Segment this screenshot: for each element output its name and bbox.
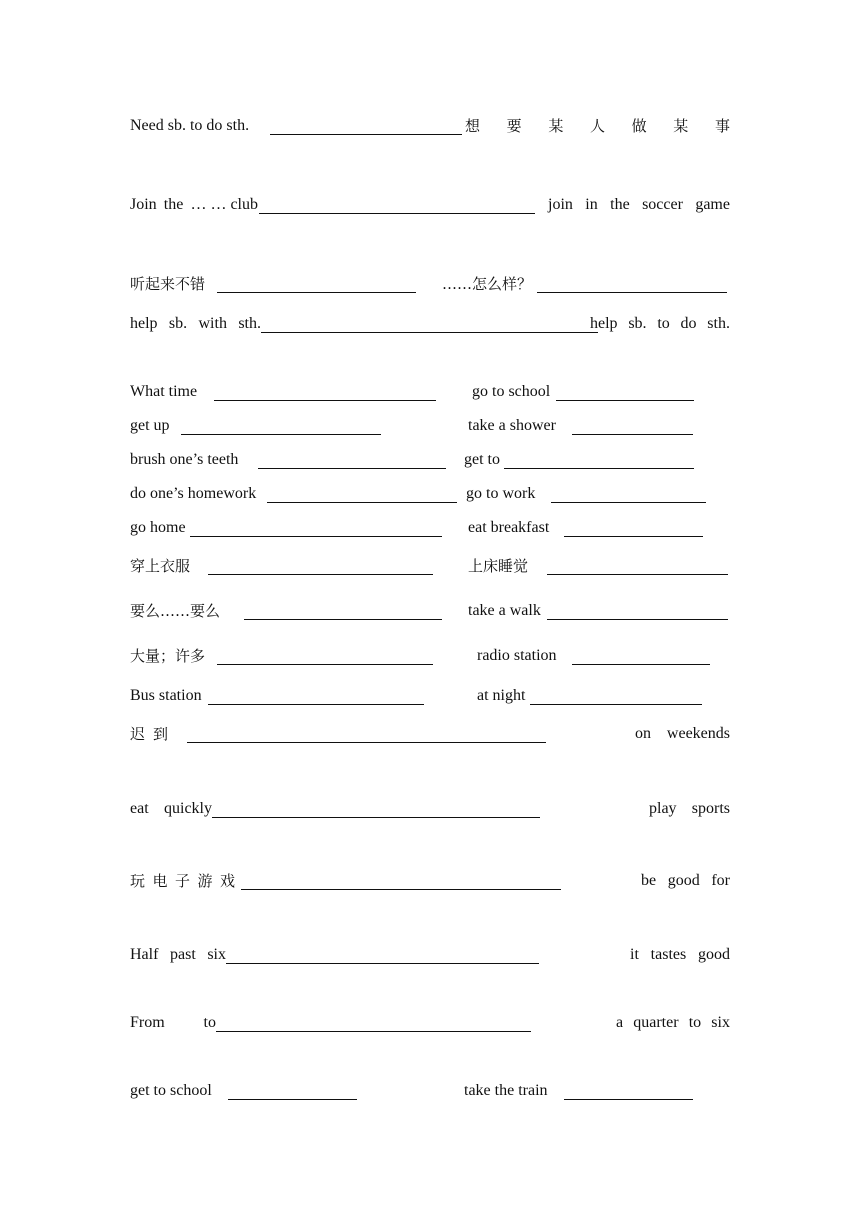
answer-blank[interactable] [547,574,728,575]
phrase-take-a-shower: take a shower [468,417,556,434]
word: Half [130,946,159,963]
answer-blank[interactable] [217,292,416,293]
answer-blank[interactable] [212,817,540,818]
phrase-brush-teeth: brush one’s teeth [130,451,239,468]
word: tastes [650,946,687,963]
phrase-eat-breakfast: eat breakfast [468,519,550,536]
answer-blank[interactable] [259,213,535,214]
answer-blank[interactable] [226,963,539,964]
word: sports [691,800,730,817]
answer-blank[interactable] [564,1099,693,1100]
word: soccer [642,196,683,213]
char: 事 [714,117,730,135]
word: to [688,1014,702,1031]
phrase-take-a-walk: take a walk [468,602,541,619]
answer-blank[interactable] [537,292,727,293]
answer-blank[interactable] [530,704,702,705]
char: 某 [548,117,564,135]
word: game [695,196,730,213]
answer-blank[interactable] [208,704,424,705]
answer-blank[interactable] [547,619,728,620]
word: … … club [190,196,258,213]
answer-blank[interactable] [190,536,442,537]
answer-blank[interactable] [551,502,706,503]
word: six [711,1014,730,1031]
word: sb. [628,315,647,332]
word: good [667,872,700,889]
word: good [698,946,730,963]
answer-blank[interactable] [267,502,457,503]
phrase-sounds-good: 听起来不错 [130,275,206,293]
phrase-need-sb-to-do-sth: Need sb. to do sth. [130,117,250,134]
answer-blank[interactable] [504,468,694,469]
phrase-get-up: get up [130,417,170,434]
word: past [169,946,196,963]
phrase-what-time: What time [130,383,198,400]
phrase-on-weekends [635,724,730,744]
answer-blank[interactable] [572,664,710,665]
answer-blank[interactable] [217,664,433,665]
word: with [198,315,227,332]
phrase-eat-quickly [130,799,212,819]
word: help [590,315,618,332]
phrase-help-sb-to-do-sth [590,314,730,334]
word: help [130,315,158,332]
phrase-how-about: ……怎么样？ [442,275,533,293]
char: 游 [197,872,213,890]
phrase-go-home: go home [130,519,186,536]
phrase-go-to-work: go to work [466,485,536,502]
answer-blank[interactable] [187,742,546,743]
answer-blank[interactable] [258,468,446,469]
word: for [711,872,730,889]
phrase-half-past-six [130,945,226,965]
phrase-a-quarter-to-six [616,1013,730,1033]
phrase-join-in-soccer-game [548,195,730,215]
phrase-bus-station: Bus station [130,687,202,704]
char: 迟 [130,725,146,743]
word: to [203,1014,216,1031]
phrase-lots-of: 大量；许多 [130,647,206,665]
answer-blank[interactable] [270,134,462,135]
phrase-play-sports [649,799,730,819]
word: join [548,196,573,213]
word: in [585,196,598,213]
answer-blank[interactable] [181,434,381,435]
char: 到 [152,725,168,743]
word: on [635,725,651,742]
phrase-it-tastes-good [630,945,730,965]
char: 做 [631,117,647,135]
word: it [630,946,639,963]
char: 电 [152,872,168,890]
word: sb. [168,315,188,332]
answer-blank[interactable] [214,400,436,401]
word: to [657,315,670,332]
word: quickly [164,800,212,817]
answer-blank[interactable] [241,889,561,890]
phrase-join-club [130,195,258,215]
answer-blank[interactable] [564,536,703,537]
char: 要 [506,117,522,135]
word: do [680,315,697,332]
phrase-get-dressed: 穿上衣服 [130,557,191,575]
phrase-at-night: at night [477,687,526,704]
answer-blank[interactable] [228,1099,357,1100]
answer-blank[interactable] [556,400,694,401]
phrase-take-the-train: take the train [464,1082,548,1099]
char: 戏 [219,872,235,890]
word: Join [130,196,157,213]
phrase-go-to-school: go to school [472,383,551,400]
phrase-help-sb-with-sth [130,314,261,334]
phrase-be-late [130,724,168,744]
phrase-want-someone-to-do [465,116,730,136]
phrase-be-good-for [641,871,730,891]
word: a [616,1014,624,1031]
answer-blank[interactable] [572,434,693,435]
char: 玩 [130,872,146,890]
word: six [207,946,226,963]
phrase-either-or: 要么……要么 [130,602,221,620]
answer-blank[interactable] [208,574,433,575]
answer-blank[interactable] [216,1031,531,1032]
phrase-play-computer-games [130,871,235,891]
phrase-get-to: get to [464,451,500,468]
word: the [610,196,630,213]
phrase-get-to-school: get to school [130,1082,212,1099]
word: weekends [666,725,730,742]
phrase-go-to-bed: 上床睡觉 [468,557,529,575]
word: quarter [633,1014,679,1031]
word: sth. [707,315,730,332]
answer-blank[interactable] [261,332,598,333]
word: be [641,872,657,889]
word: the [163,196,184,213]
word: eat [130,800,149,817]
phrase-from-to [130,1013,216,1033]
word: play [649,800,677,817]
word: From [130,1014,165,1031]
char: 某 [673,117,689,135]
char: 想 [465,117,481,135]
char: 人 [589,117,605,135]
phrase-do-homework: do one’s homework [130,485,257,502]
phrase-radio-station: radio station [477,647,557,664]
char: 子 [174,872,190,890]
word: sth. [238,315,261,332]
answer-blank[interactable] [244,619,442,620]
